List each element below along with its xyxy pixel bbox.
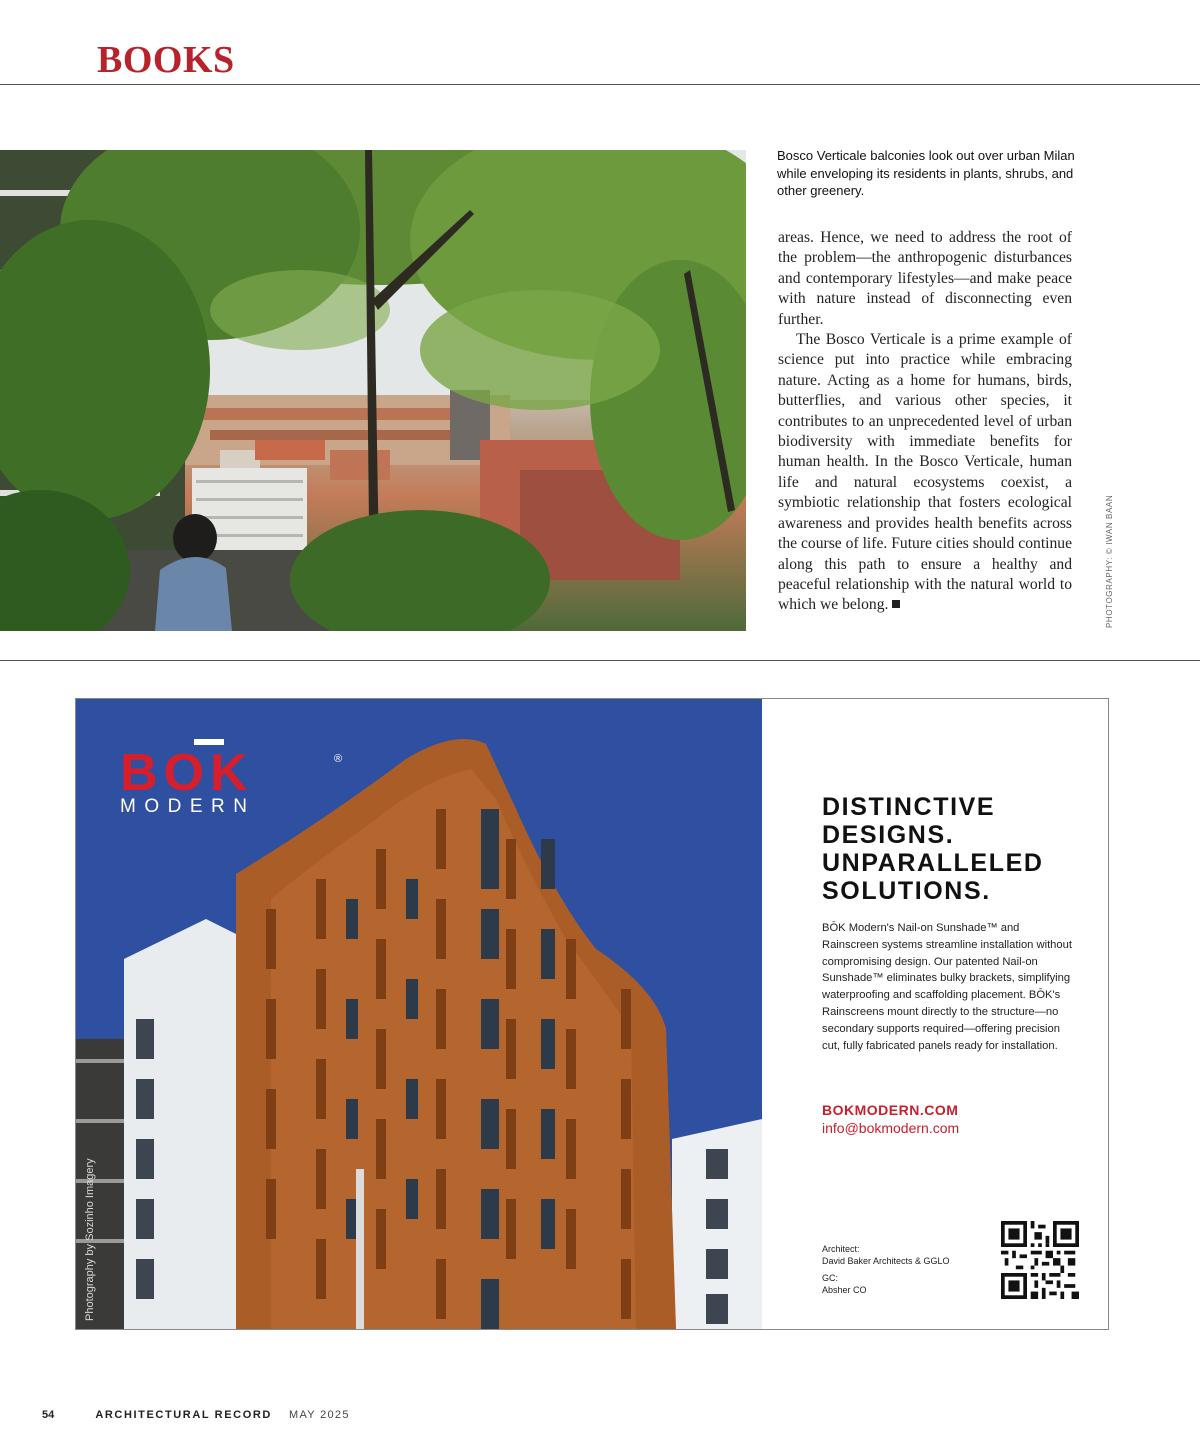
logo-subtitle: MODERN: [120, 796, 256, 817]
ad-email-link[interactable]: info@bokmodern.com: [822, 1120, 960, 1136]
publication-name: ARCHITECTURAL RECORD: [95, 1409, 272, 1421]
end-of-article-mark: [892, 600, 900, 608]
article-paragraph-text: The Bosco Verticale is a prime example of science put into practice while embracing nature. Acting as a home for humans, birds, butterflies, and various other species, it contributes to an unprecedented level of urban biodiversity with immediate benefits for human health. In the Bosco Verticale, human life and natural ecosystems coexist, a symbiotic relationship that fosters ecological awareness and provides health benefits across the course of life. Future cities should continue along this path to ensure a healthy and peaceful relationship with the natural world to which we belong.: [778, 331, 1072, 614]
project-credits: [822, 1243, 992, 1296]
architect-name: David Baker Architects & GGLO: [822, 1256, 950, 1267]
issue-date: MAY 2025: [289, 1409, 350, 1421]
architect-label: Architect:: [822, 1244, 860, 1254]
ad-website-link[interactable]: BOKMODERN.COM: [822, 1102, 959, 1118]
gc-name: Absher CO: [822, 1284, 867, 1295]
photo-credit: PHOTOGRAPHY: © IWAN BAAN: [1105, 494, 1114, 628]
ad-headline: [822, 793, 1082, 905]
logo-wordmark: BOK: [120, 744, 254, 802]
article-paragraph: areas. Hence, we need to address the root of the problem—the anthropogenic disturbances and contemporary lifestyles—and make peace with nature instead of disconnecting even further.: [778, 229, 1072, 328]
page-footer: [42, 1409, 350, 1421]
ad-building-photo: [76, 699, 762, 1329]
section-divider: [0, 660, 1200, 661]
photo-caption: Bosco Verticale balconies look out over urban Milan while enveloping its residents in plants, shrubs, and other greenery.: [777, 148, 1075, 198]
ad-photo-credit: Photography by Sozinho Imagery: [84, 1158, 96, 1321]
qr-code-icon[interactable]: [1001, 1221, 1079, 1299]
bok-modern-advertisement[interactable]: [75, 698, 1109, 1330]
ad-body-copy: BŌK Modern's Nail-on Sunshade™ and Rainscreen systems streamline installation without compromising design. Our patented Nail-on Sunshade™ eliminates bulky brackets, simplifying waterproofing and scaffolding placement. BŌK's Rainscreens mount directly to the structure—no secondary supports required—offering precision cut, fully fabricated panels ready for installation.: [822, 922, 1072, 1052]
gc-label: GC:: [822, 1272, 839, 1283]
headline-line: DESIGNS.: [822, 821, 955, 849]
header-rule: [0, 84, 1200, 85]
headline-line: UNPARALLELED: [822, 849, 1044, 877]
bosco-verticale-photo: [0, 150, 746, 631]
registered-mark: ®: [334, 753, 343, 765]
headline-line: DISTINCTIVE: [822, 793, 996, 821]
article-paragraph-with-end: [778, 330, 1072, 616]
article-body: [778, 228, 1072, 616]
headline-line: SOLUTIONS.: [822, 877, 991, 905]
page-number: 54: [42, 1409, 55, 1421]
section-title: BOOKS: [97, 39, 235, 81]
